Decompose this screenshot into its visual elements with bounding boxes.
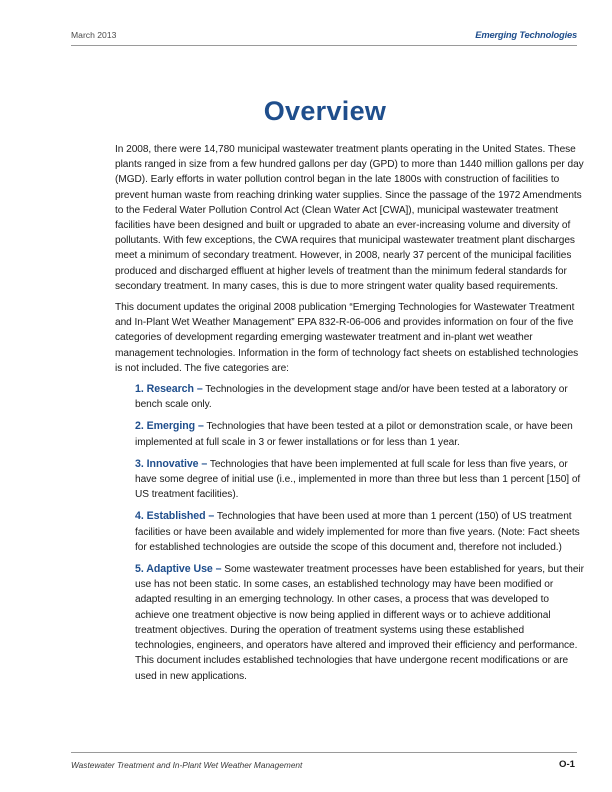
- category-name: 2. Emerging –: [135, 420, 204, 433]
- page-title: Overview: [263, 96, 387, 126]
- page-header: [71, 29, 577, 46]
- category-description: Technologies that have been implemented at full scale for less than five years, or have some degree of initial use (i.e., implemented in more than three but less than 1 percent [150] of US treatment facilities).: [135, 458, 581, 501]
- header-date: March 2013: [71, 30, 117, 40]
- footer-document-title: Wastewater Treatment and In-Plant Wet Weather Management: [71, 760, 303, 770]
- category-description: Some wastewater treatment processes have been established for years, but their use has not been static. In some cases, an established technology may have been modified or adapted resulting in an emerging technology. In other cases, a process that was developed to achieve one treatment objective is now being applied in different ways or to achieve additional treatment objectives. During the operation of treatment systems using these established technologies, engineers, and operators have altered and improved their efficiency and performance. This document includes established technologies that have undergone recent modifications or are used in new applications.: [135, 564, 584, 682]
- category-description: Technologies in the development stage and/or have been tested at a laboratory or bench scale only.: [135, 384, 568, 411]
- scope-paragraph: This document updates the original 2008 publication “Emerging Technologies for Wastewater Treatment and In-Plant Wet Weather Management” EPA 832-R-06-006 and provides information on four of the five categories of development regarding emerging wastewater treatment and in-plant wet weather management technologies. Information in the form of technology fact sheets on established technologies is not included. The five categories are:: [115, 302, 579, 374]
- category-item-established: [135, 509, 585, 555]
- document-body: [115, 142, 585, 691]
- intro-paragraph: In 2008, there were 14,780 municipal wastewater treatment plants operating in the United States. These plants ranged in size from a few hundred gallons per day (GPD) to more than 1440 million gallons per day (MGD). Early efforts in water pollution control began in the late 1800s with construction of facilities to prevent human waste from reaching drinking water supplies. Since the passage of the 1972 Amendments to the Federal Water Pollution Control Act (Clean Water Act [CWA]), municipal wastewater treatment facilities have been designed and built or upgraded to abate an ever-increasing volume and diversity of pollutants. With few exceptions, the CWA requires that municipal wastewater treatment plant discharges meet a minimum of secondary treatment. However, in 2008, nearly 37 percent of the municipal facilities produced and discharged effluent at higher levels of treatment than the minimum federal standards for secondary treatment. In many cases, this is due to more stringent water quality based requirements.: [115, 144, 584, 292]
- category-item-emerging: [135, 419, 585, 449]
- header-title: Emerging Technologies: [475, 29, 577, 40]
- category-item-innovative: [135, 457, 585, 503]
- category-name: 3. Innovative –: [135, 457, 208, 470]
- category-item-adaptive-use: [135, 562, 585, 684]
- category-description: Technologies that have been used at more than 1 percent (150) of US treatment facilities or have been available and widely implemented for more than five years. (Note: Fact sheets for established technologies are outside the scope of this document and, therefore not included.): [135, 511, 580, 553]
- category-name: 4. Established –: [135, 510, 215, 523]
- category-list: [135, 382, 585, 684]
- category-name: 5. Adaptive Use –: [135, 563, 222, 576]
- category-item-research: [135, 382, 585, 412]
- page-number: O-1: [559, 759, 575, 770]
- page-footer: [71, 752, 577, 773]
- category-description: Technologies that have been tested at a pilot or demonstration scale, or have been implemented at full scale in 3 or fewer installations or for less than 1 year.: [135, 421, 573, 448]
- category-name: 1. Research –: [135, 383, 203, 396]
